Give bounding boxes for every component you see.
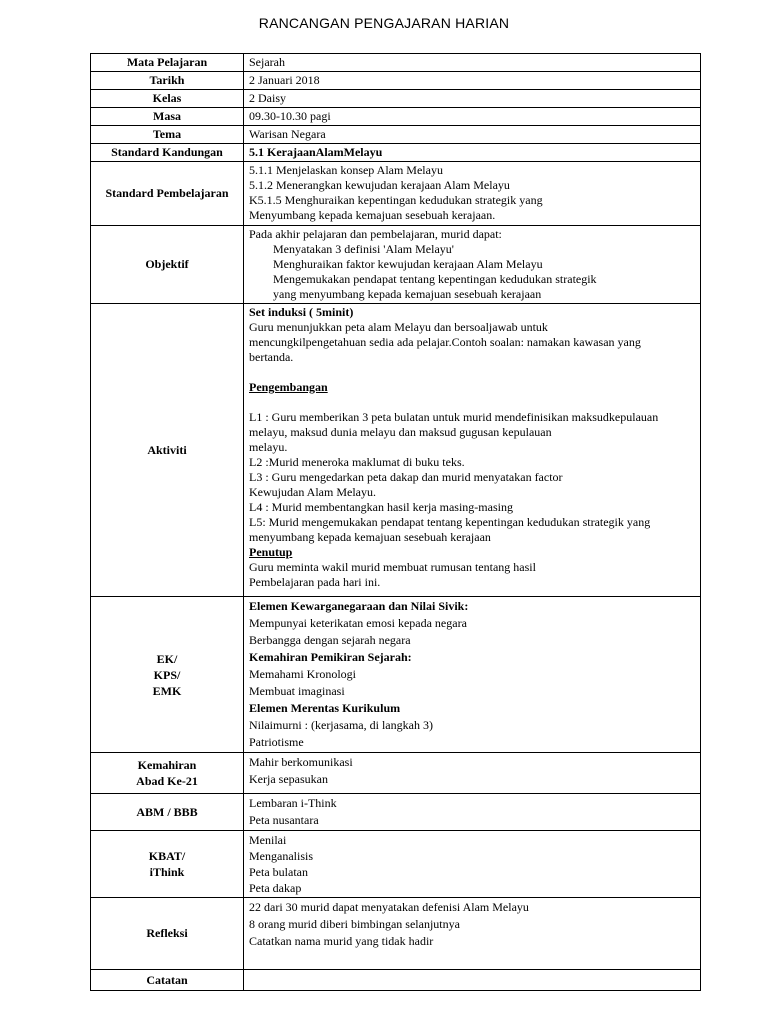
kbat-line: Peta dakap: [249, 881, 302, 895]
label-standard-pembelajaran: Standard Pembelajaran: [91, 162, 244, 226]
pengembangan-line: melayu, maksud dunia melayu dan maksud gugusan kepulauan: [249, 425, 552, 439]
induksi-heading: Set induksi ( 5minit): [249, 305, 354, 319]
kbat-label-line: KBAT/: [148, 849, 186, 863]
page-title: RANCANGAN PENGAJARAN HARIAN: [258, 15, 510, 31]
kemahiran-line: Mahir berkomunikasi: [249, 755, 353, 769]
pengembangan-heading: Pengembangan: [249, 380, 328, 394]
pengembangan-line: L4 : Murid membentangkan hasil kerja masing-masing: [249, 500, 513, 514]
row-refleksi: [91, 898, 701, 970]
value-ek: [244, 597, 701, 753]
emk-line: Patriotisme: [249, 735, 304, 749]
value-catatan: [244, 970, 701, 991]
row-tema: [91, 126, 701, 144]
label-tema: Tema: [91, 126, 244, 144]
pengembangan-line: L3 : Guru mengedarkan peta dakap dan murid menyatakan factor: [249, 470, 563, 484]
ek-label-line: KPS/: [153, 667, 181, 682]
label-objektif: Objektif: [91, 226, 244, 304]
kps-line: Memahami Kronologi: [249, 667, 356, 681]
sp-line: 5.1.1 Menjelaskan konsep Alam Melayu: [249, 163, 443, 177]
label-kelas: Kelas: [91, 90, 244, 108]
emk-line: Nilaimurni : (kerjasama, di langkah 3): [249, 718, 433, 732]
objektif-item: Menyatakan 3 definisi 'Alam Melayu': [273, 242, 454, 256]
ek-label-line: EMK: [152, 683, 182, 698]
kbat-line: Peta bulatan: [249, 865, 308, 879]
ek-heading: Elemen Kewarganegaraan dan Nilai Sivik:: [249, 599, 469, 613]
pengembangan-line: Kewujudan Alam Melayu.: [249, 485, 376, 499]
value-refleksi: [244, 898, 701, 970]
kps-line: Membuat imaginasi: [249, 684, 345, 698]
emk-heading: Elemen Merentas Kurikulum: [249, 701, 401, 715]
label-mata-pelajaran: Mata Pelajaran: [91, 54, 244, 72]
ek-line: Mempunyai keterikatan emosi kepada negara: [249, 616, 467, 630]
value-masa: 09.30-10.30 pagi: [244, 108, 701, 126]
row-masa: [91, 108, 701, 126]
objektif-item: Mengemukakan pendapat tentang kepentingan kedudukan strategik: [273, 272, 597, 286]
value-standard-kandungan: 5.1 KerajaanAlamMelayu: [244, 144, 701, 162]
kbat-line: Menilai: [249, 833, 287, 847]
penutup-line: Guru meminta wakil murid membuat rumusan tentang hasil: [249, 560, 536, 574]
induksi-line: mencungkilpengetahuan sedia ada pelajar.Contoh soalan: namakan kawasan yang: [249, 335, 641, 349]
row-standard-kandungan: [91, 144, 701, 162]
kemahiran-label-line: Abad Ke-21: [136, 774, 198, 788]
value-aktiviti: [244, 304, 701, 597]
sp-line: K5.1.5 Menghuraikan kepentingan kedudukan strategik yang: [249, 193, 543, 207]
pengembangan-line: L5: Murid mengemukakan pendapat tentang kepentingan kedudukan strategik yang: [249, 515, 651, 529]
pengembangan-line: menyumbang kepada kemajuan sesebuah kerajaan: [249, 530, 491, 544]
abm-line: Peta nusantara: [249, 813, 319, 827]
value-mata-pelajaran: Sejarah: [244, 54, 701, 72]
value-tema: Warisan Negara: [244, 126, 701, 144]
label-aktiviti: Aktiviti: [91, 304, 244, 597]
row-kbat: [91, 831, 701, 898]
row-kelas: [91, 90, 701, 108]
penutup-heading: Penutup: [249, 545, 293, 559]
row-mata-pelajaran: [91, 54, 701, 72]
value-objektif: [244, 226, 701, 304]
objektif-item: yang menyumbang kepada kemajuan sesebuah kerajaan: [273, 287, 542, 301]
label-abm: ABM / BBB: [91, 794, 244, 831]
row-catatan: [91, 970, 701, 991]
label-catatan: Catatan: [91, 970, 244, 991]
row-aktiviti: [91, 304, 701, 597]
ek-label-line: EK/: [156, 651, 178, 666]
pengembangan-line: melayu.: [249, 440, 288, 454]
value-abm: [244, 794, 701, 831]
pengembangan-line: L1 : Guru memberikan 3 peta bulatan untuk murid mendefinisikan maksudkepulauan: [249, 410, 659, 424]
label-tarikh: Tarikh: [91, 72, 244, 90]
ek-line: Berbangga dengan sejarah negara: [249, 633, 411, 647]
sp-line: Menyumbang kepada kemajuan sesebuah kerajaan.: [249, 208, 496, 222]
sp-line: 5.1.2 Menerangkan kewujudan kerajaan Alam Melayu: [249, 178, 510, 192]
label-kbat: [91, 831, 244, 898]
refleksi-line: Catatkan nama murid yang tidak hadir: [249, 934, 434, 948]
row-abm: [91, 794, 701, 831]
kps-heading: Kemahiran Pemikiran Sejarah:: [249, 650, 412, 664]
row-objektif: [91, 226, 701, 304]
value-standard-pembelajaran: [244, 162, 701, 226]
row-tarikh: [91, 72, 701, 90]
kbat-label-line: iThink: [149, 865, 185, 879]
label-refleksi: Refleksi: [91, 898, 244, 970]
kemahiran-label-line: Kemahiran: [137, 758, 197, 772]
label-standard-kandungan: Standard Kandungan: [91, 144, 244, 162]
penutup-line: Pembelajaran pada hari ini.: [249, 575, 381, 589]
objektif-item: Menghuraikan faktor kewujudan kerajaan Alam Melayu: [273, 257, 543, 271]
refleksi-line: 8 orang murid diberi bimbingan selanjutnya: [249, 917, 460, 931]
pengembangan-line: L2 :Murid meneroka maklumat di buku teks.: [249, 455, 465, 469]
induksi-line: bertanda.: [249, 350, 294, 364]
row-kemahiran: [91, 753, 701, 794]
abm-line: Lembaran i-Think: [249, 796, 337, 810]
value-tarikh: 2 Januari 2018: [244, 72, 701, 90]
row-ek: [91, 597, 701, 753]
kemahiran-line: Kerja sepasukan: [249, 772, 328, 786]
row-standard-pembelajaran: [91, 162, 701, 226]
label-kemahiran: [91, 753, 244, 794]
value-kelas: 2 Daisy: [244, 90, 701, 108]
label-ek: [91, 597, 244, 753]
lesson-plan-table: [90, 53, 701, 991]
refleksi-line: 22 dari 30 murid dapat menyatakan defenisi Alam Melayu: [249, 900, 529, 914]
value-kbat: [244, 831, 701, 898]
label-masa: Masa: [91, 108, 244, 126]
induksi-line: Guru menunjukkan peta alam Melayu dan bersoaljawab untuk: [249, 320, 548, 334]
objektif-intro: Pada akhir pelajaran dan pembelajaran, murid dapat:: [249, 227, 502, 241]
value-kemahiran: [244, 753, 701, 794]
kbat-line: Menganalisis: [249, 849, 313, 863]
